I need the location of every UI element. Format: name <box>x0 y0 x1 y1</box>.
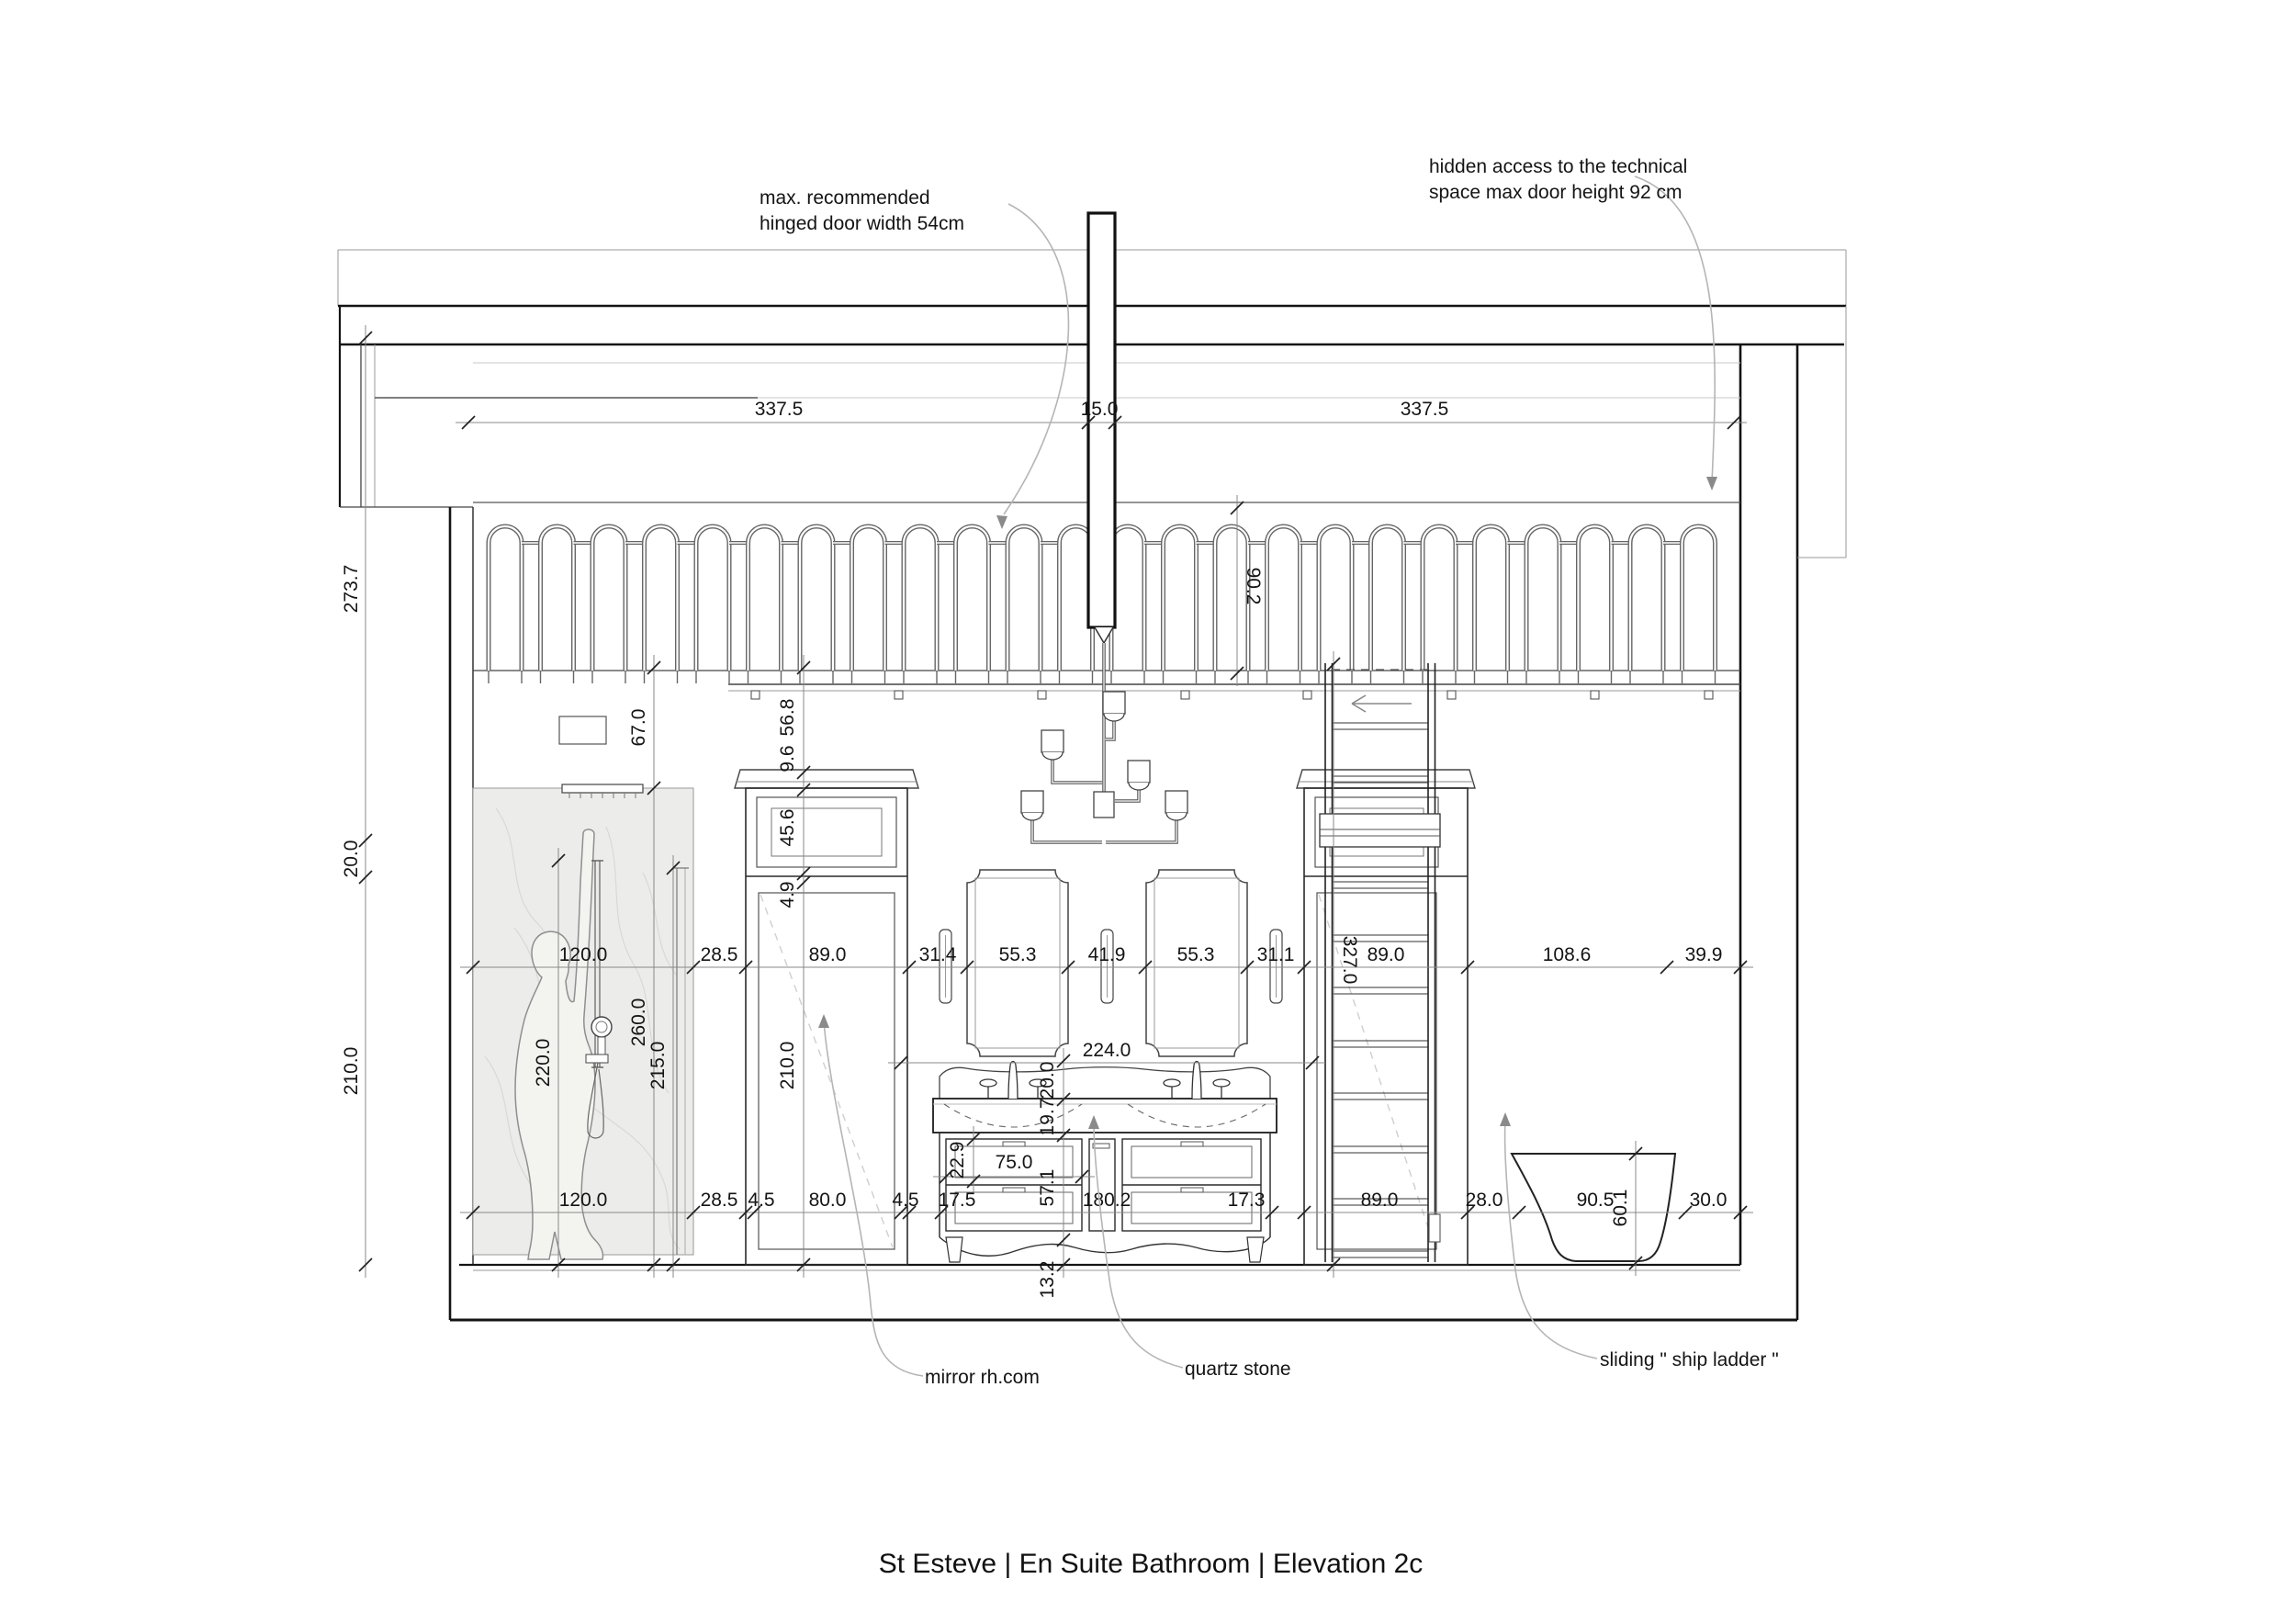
vanity <box>933 1062 1277 1263</box>
dim-label: 22.9 <box>947 1141 968 1179</box>
dim-label: 28.5 <box>700 944 738 965</box>
dim-label: 220.0 <box>533 1038 554 1088</box>
dim-label: 337.5 <box>1400 399 1449 420</box>
dim-label: 9.6 <box>777 745 798 773</box>
ladder-floor-bracket <box>1429 1214 1440 1242</box>
dim-label: 28.0 <box>1465 1190 1503 1211</box>
vanity-drawers <box>946 1139 1261 1231</box>
dim-label: 39.9 <box>1684 944 1723 965</box>
dim-label: 210.0 <box>341 1046 362 1096</box>
dim-label: 30.0 <box>1689 1190 1728 1211</box>
dim-label: 215.0 <box>647 1041 669 1090</box>
dim-label: 210.0 <box>777 1041 798 1090</box>
dim-label: 17.5 <box>938 1190 976 1211</box>
dim-label: 337.5 <box>754 399 804 420</box>
dim-label: 17.3 <box>1227 1190 1266 1211</box>
dim-label: 41.9 <box>1087 944 1126 965</box>
dim-label: 89.0 <box>808 944 847 965</box>
ladder-carriage <box>1320 814 1440 847</box>
dim-label: 4.5 <box>892 1190 919 1211</box>
dim-label: 60.1 <box>1610 1189 1631 1227</box>
dim-label: 80.0 <box>808 1190 847 1211</box>
dim-label: 15.0 <box>1080 399 1119 420</box>
dim-label: 20.0 <box>1037 1061 1058 1100</box>
dim-label: 108.6 <box>1542 944 1592 965</box>
vanity-leg-left <box>946 1237 962 1262</box>
dim-label: 31.4 <box>918 944 957 965</box>
dim-label: 28.5 <box>700 1190 738 1211</box>
dim-label: 4.5 <box>748 1190 775 1211</box>
dim-label: 224.0 <box>1082 1040 1131 1061</box>
annotation-quartz: quartz stone <box>1185 1359 1291 1380</box>
leader-hinged-door <box>1004 204 1068 514</box>
dim-label: 180.2 <box>1082 1190 1131 1211</box>
dim-label: 89.0 <box>1367 944 1405 965</box>
dim-label: 120.0 <box>558 944 608 965</box>
slide-direction-arrow <box>1352 695 1412 712</box>
wall-sconces <box>940 930 1282 1003</box>
dim-label: 273.7 <box>341 564 362 614</box>
ship-ladder-rungs <box>1333 723 1429 1257</box>
leader-quartz <box>1094 1122 1183 1368</box>
ceiling-beam <box>1088 213 1115 643</box>
dim-label: 120.0 <box>558 1190 608 1211</box>
dim-label: 90.2 <box>1243 567 1264 605</box>
dim-label: 20.0 <box>341 840 362 878</box>
dim-label: 260.0 <box>628 998 649 1047</box>
shower-area <box>473 716 693 1259</box>
dim-label: 57.1 <box>1037 1168 1058 1207</box>
dim-label: 13.2 <box>1037 1260 1058 1299</box>
dim-label: 90.5 <box>1576 1190 1615 1211</box>
dim-label: 56.8 <box>777 698 798 737</box>
wall-niche <box>559 716 606 744</box>
annotation-mirror: mirror rh.com <box>925 1367 1040 1388</box>
dim-label: 45.6 <box>777 808 798 847</box>
dim-label: 55.3 <box>1176 944 1215 965</box>
annotation-ladder: sliding " ship ladder " <box>1600 1349 1779 1370</box>
dim-label: 67.0 <box>628 708 649 747</box>
vanity-leg-right <box>1247 1237 1264 1262</box>
annotation-hidden-access-line2: space max door height 92 cm <box>1429 182 1683 203</box>
annotation-hidden-access-line1: hidden access to the technical <box>1429 156 1688 177</box>
dim-label: 327.0 <box>1339 935 1360 985</box>
dim-label: 55.3 <box>998 944 1037 965</box>
dim-label: 31.1 <box>1256 944 1295 965</box>
dim-label: 75.0 <box>995 1152 1033 1173</box>
annotation-hinged-door-line1: max. recommended <box>760 187 930 209</box>
dim-label: 19.7 <box>1037 1098 1058 1136</box>
dim-label: 89.0 <box>1360 1190 1399 1211</box>
leader-hidden-access <box>1635 176 1715 483</box>
dim-label: 4.9 <box>777 881 798 908</box>
drawing-title: St Esteve | En Suite Bathroom | Elevation 2c <box>878 1549 1424 1579</box>
annotation-hinged-door-line2: hinged door width 54cm <box>760 213 964 234</box>
